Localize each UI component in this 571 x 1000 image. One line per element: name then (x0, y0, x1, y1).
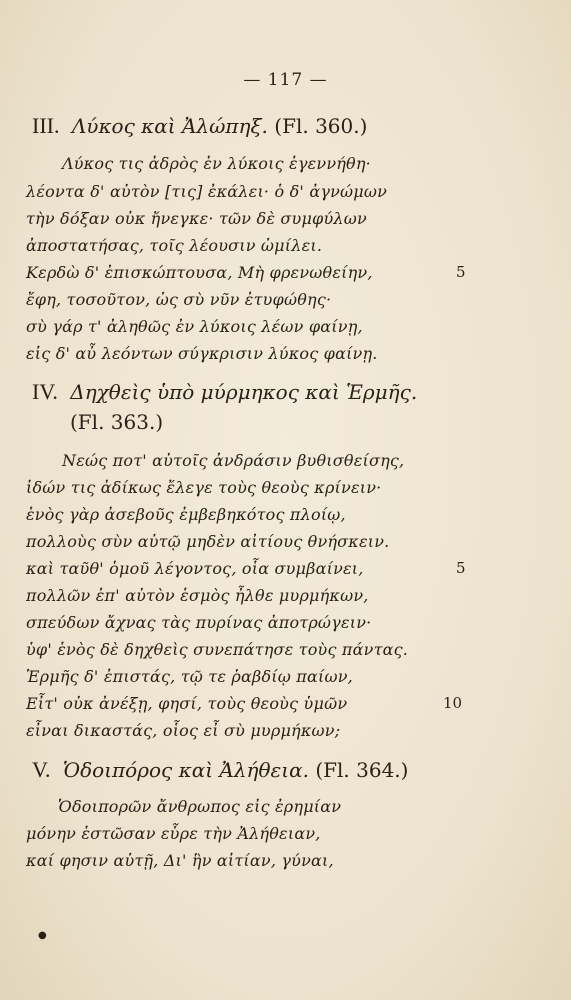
fable-5-heading (32, 757, 408, 783)
fable-4-line-3: ἑνὸς γὰρ ἀσεβοῦς ἐμβεβηκότος πλοίῳ, (26, 505, 346, 524)
fable-5-line-2: μόνην ἑστῶσαν εὗρε τὴν Ἀλήθειαν, (26, 824, 321, 843)
line-number-10: 10 (443, 694, 463, 712)
fable-5-reference: (Fl. 364.) (315, 758, 409, 782)
fable-4-number: IV. (32, 379, 58, 404)
fable-3-line-6: ἔφη, τοσοῦτον, ὡς σὺ νῦν ἐτυφώθης· (26, 290, 332, 309)
line-number-5: 5 (456, 263, 466, 281)
fable-3-line-5: Κερδὼ δ' ἐπισκώπτουσα, Μὴ φρενωθείην, (26, 263, 373, 282)
fable-4-line-8: ὑφ' ἑνὸς δὲ δηχθεὶς συνεπάτησε τοὺς πάντας. (26, 640, 409, 659)
fable-4-line-4: πολλοὺς σὺν αὐτῷ μηδὲν αἰτίους θνήσκειν. (26, 532, 390, 551)
fable-4-line-1: Νεώς ποτ' αὐτοῖς ἀνδράσιν βυθισθείσης, (62, 451, 405, 470)
fable-5-title: Ὁδοιπόρος καὶ Ἀλήθεια. (62, 758, 309, 782)
fable-3-line-4: ἀποστατήσας, τοῖς λέουσιν ὡμίλει. (26, 236, 323, 255)
fable-4-line-11: εἶναι δικαστάς, οἷος εἶ σὺ μυρμήκων; (26, 721, 341, 740)
fable-3-line-3: τὴν δόξαν οὐκ ἤνεγκε· τῶν δὲ συμφύλων (26, 209, 367, 228)
fable-3-number: III. (32, 113, 60, 138)
fable-4-line-7: σπεύδων ἄχνας τὰς πυρίνας ἀποτρώγειν· (26, 613, 372, 632)
ink-speck: ● (38, 930, 47, 941)
page-number: — 117 — (243, 70, 328, 90)
fable-3-title: Λύκος καὶ Ἀλώπηξ. (71, 114, 268, 138)
fable-4-line-9: Ἑρμῆς δ' ἐπιστάς, τῷ τε ῥαβδίῳ παίων, (26, 667, 353, 686)
fable-5-line-3: καί φησιν αὐτῇ, Δι' ἣν αἰτίαν, γύναι, (26, 851, 334, 870)
fable-4-line-2: ἰδών τις ἀδίκως ἔλεγε τοὺς θεοὺς κρίνειν· (26, 478, 382, 497)
fable-3-line-1: Λύκος τις ἀδρὸς ἐν λύκοις ἐγεννήθη· (62, 154, 371, 173)
line-number-5b: 5 (456, 559, 466, 577)
fable-4-line-5: καὶ ταῦθ' ὁμοῦ λέγοντος, οἷα συμβαίνει, (26, 559, 364, 578)
fable-3-line-8: εἰς δ' αὖ λεόντων σύγκρισιν λύκος φαίνῃ. (26, 344, 378, 363)
fable-4-title: Δηχθεὶς ὑπὸ μύρμηκος καὶ Ἑρμῆς. (70, 380, 418, 404)
fable-4-line-6: πολλῶν ἐπ' αὐτὸν ἑσμὸς ἦλθε μυρμήκων, (26, 586, 369, 605)
fable-3-line-7: σὺ γάρ τ' ἀληθῶς ἐν λύκοις λέων φαίνῃ, (26, 317, 363, 336)
fable-5-line-1: Ὁδοιπορῶν ἄνθρωπος εἰς ἐρημίαν (58, 797, 342, 816)
fable-3-line-2: λέοντα δ' αὐτὸν [τις] ἐκάλει· ὁ δ' ἀγνώμων (26, 182, 388, 201)
fable-3-heading (32, 113, 367, 139)
fable-4-heading (32, 379, 417, 405)
fable-3-reference: (Fl. 360.) (274, 114, 368, 138)
fable-5-number: V. (32, 757, 51, 782)
fable-4-line-10: Εἶτ' οὐκ ἀνέξῃ, φησί, τοὺς θεοὺς ὑμῶν (26, 694, 348, 713)
fable-4-reference: (Fl. 363.) (70, 410, 164, 434)
